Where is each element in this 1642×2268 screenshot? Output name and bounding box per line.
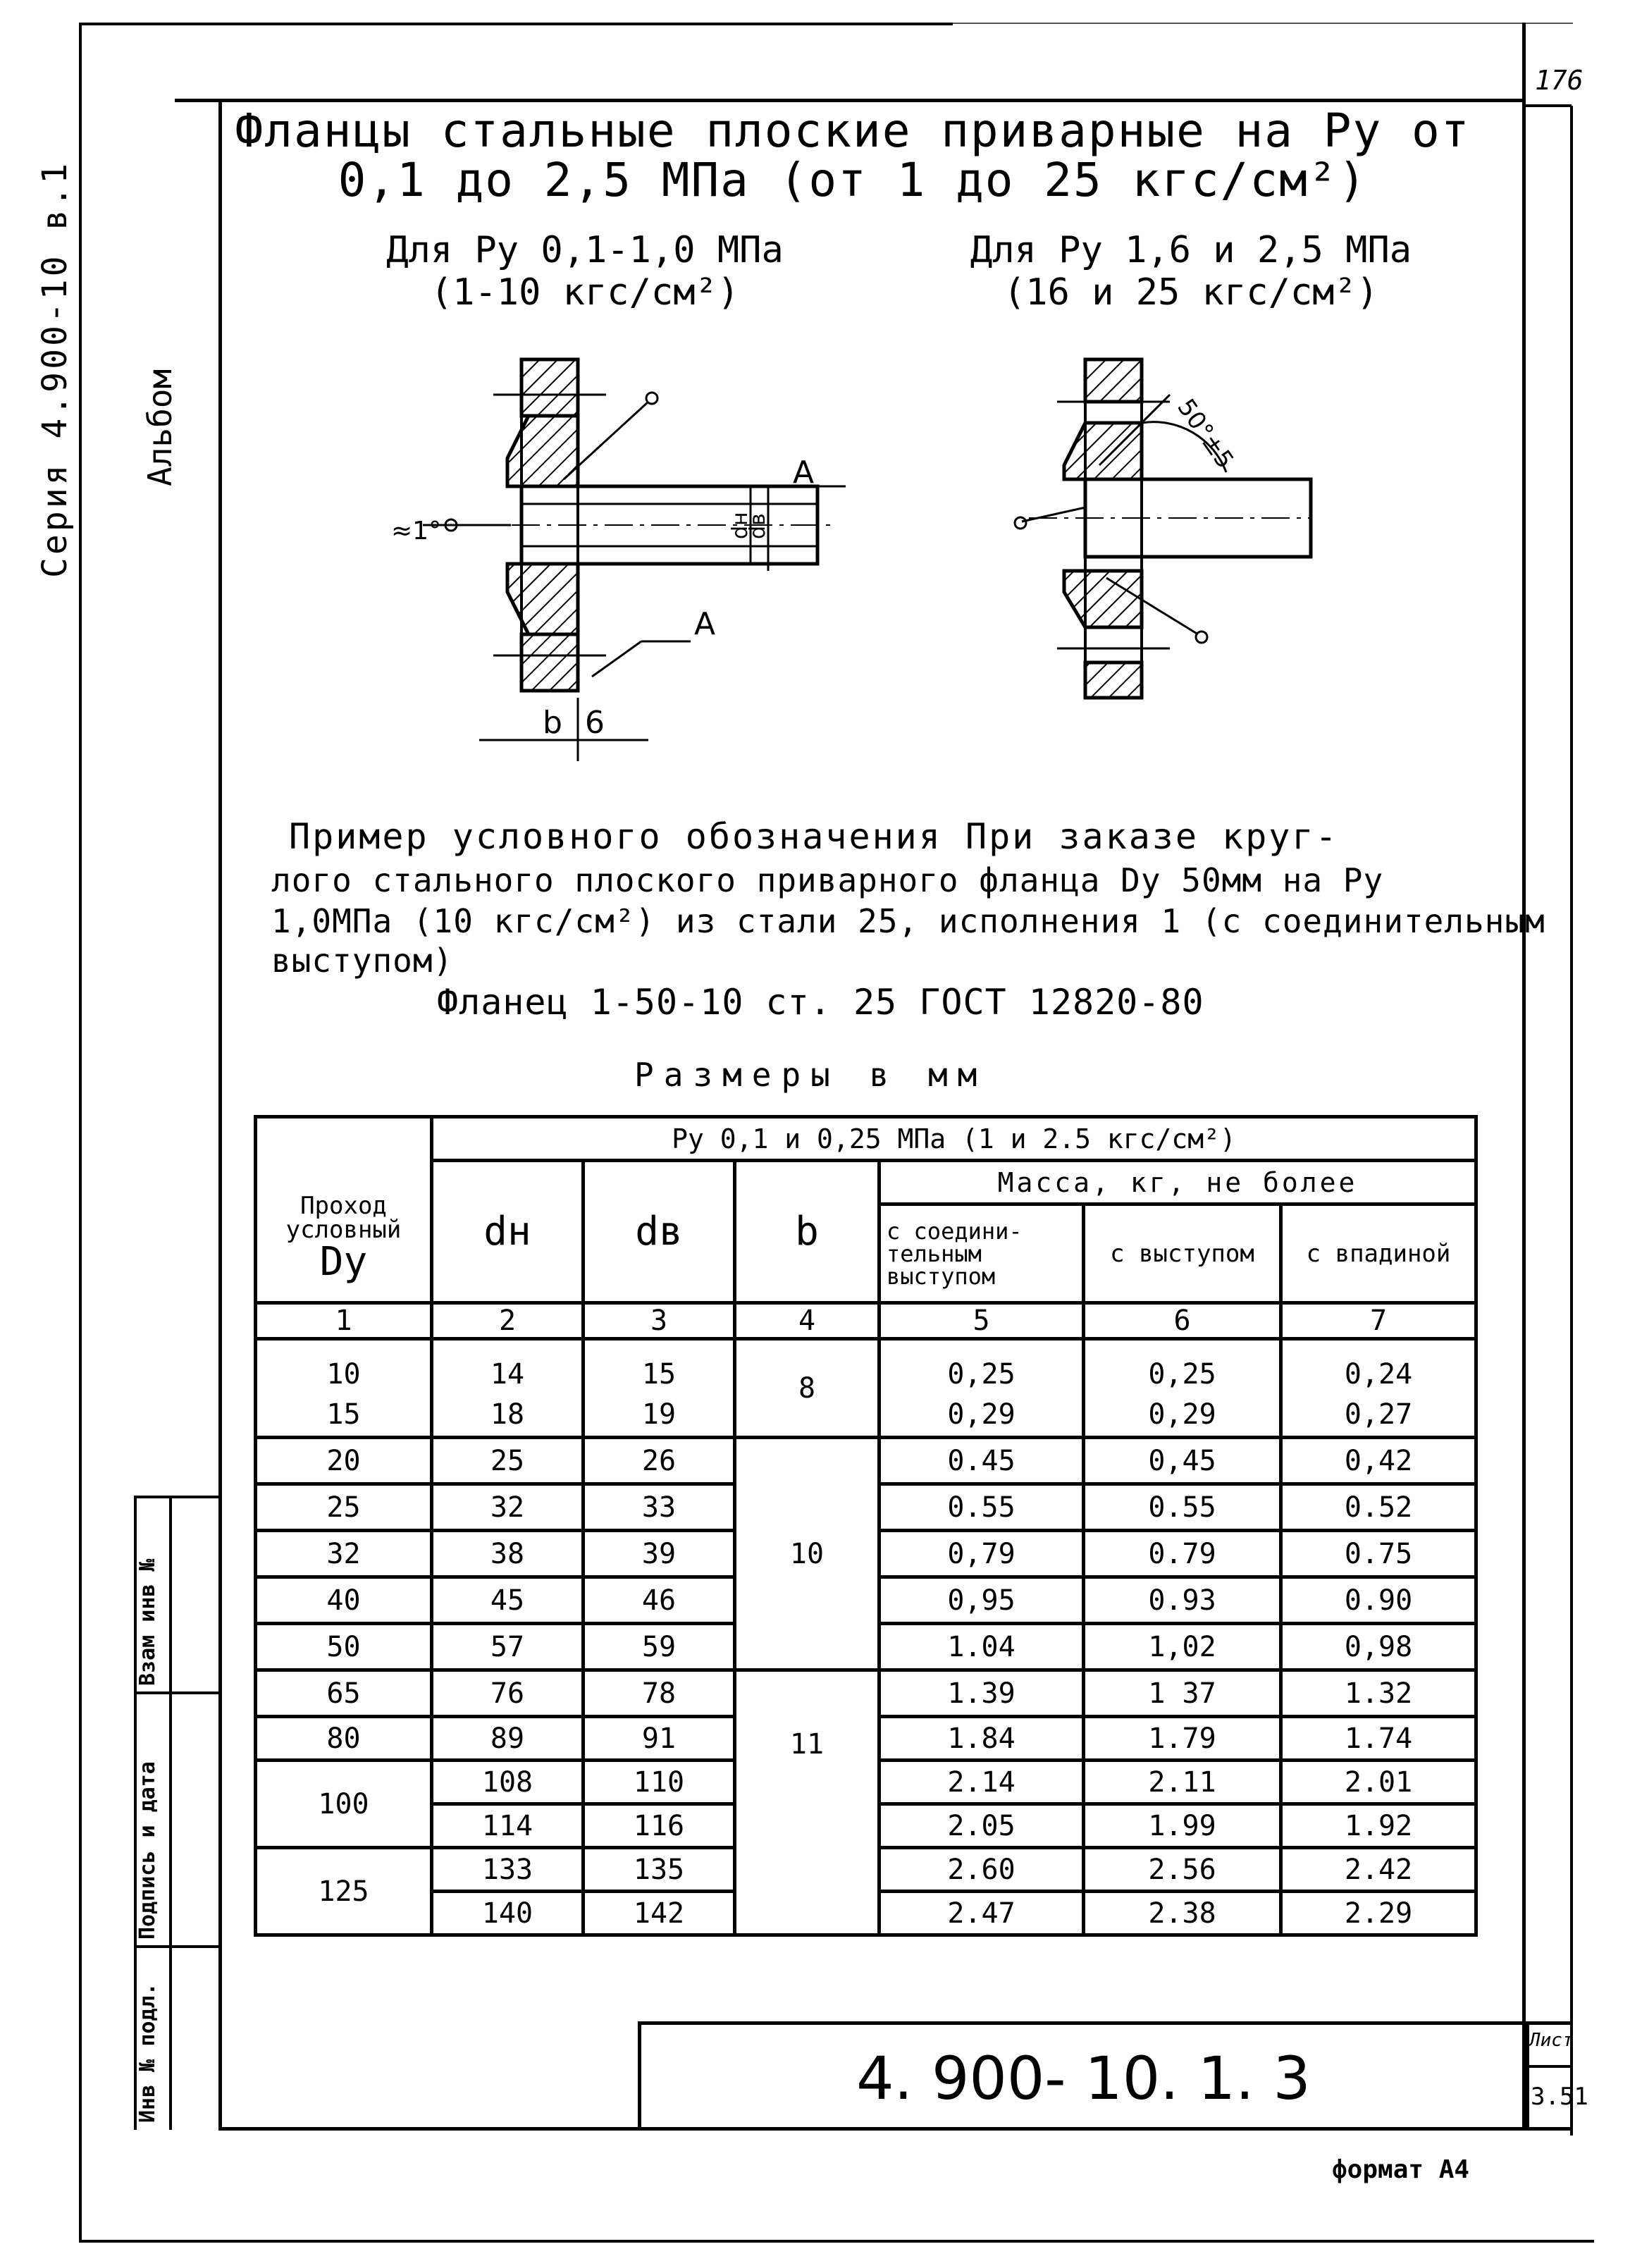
cell-dv: 39 [584,1531,735,1577]
cell-dn: 32 [432,1484,584,1531]
cell-dv: 59 [584,1624,735,1670]
cell-m1: 0,79 [879,1531,1084,1577]
cell-dv: 15 [584,1339,735,1394]
cell-m1: 2.14 [879,1761,1084,1804]
label-6: 6 [585,705,605,741]
cell-m1: 2.60 [879,1848,1084,1892]
cell-m3: 1.92 [1281,1804,1476,1848]
cell-m3: 0,42 [1281,1438,1476,1484]
titleblock-list-sep [1526,2065,1572,2068]
cell-dv: 110 [584,1761,735,1804]
cell-dv: 26 [584,1438,735,1484]
example-line4: выступом) [271,942,454,980]
cell-m2: 2.38 [1084,1892,1281,1935]
cell-m1: 0,25 [879,1339,1084,1394]
cell-dy: 80 [256,1717,432,1761]
stamp-sep-2 [134,1945,218,1948]
left-flange-drawing [381,338,888,789]
cell-dn: 38 [432,1531,584,1577]
header-passage [256,1117,432,1303]
cell-dy: 15 [256,1394,432,1438]
header-dn: dн [432,1161,584,1303]
label-50-deg: 50°±5 [1171,393,1240,474]
inner-frame-top [175,99,1522,102]
cell-m2: 0,45 [1084,1438,1281,1484]
cell-m2: 2.11 [1084,1761,1281,1804]
example-designation: Фланец 1-50-10 ст. 25 ГОСТ 12820-80 [437,982,1204,1023]
cell-m3: 0,24 [1281,1339,1476,1394]
cell-m2: 0.55 [1084,1484,1281,1531]
example-line3: 1,0МПа (10 кгс/см²) из стали 25, исполнения 1 (с соединительным [271,902,1545,940]
title-line2: 0,1 до 2,5 МПа (от 1 до 25 кгс/см²) [338,153,1368,207]
cell-dv: 33 [584,1484,735,1531]
stamp-col-top [134,1496,218,1498]
label-angle: ≈1° [391,517,442,546]
format-label: формат А4 [1332,2155,1470,2184]
cell-m3: 0.90 [1281,1577,1476,1624]
sizes-table [254,1115,1478,1937]
frame-top-right [953,23,1573,24]
cell-dv: 46 [584,1577,735,1624]
frame-left [79,23,82,2243]
titleblock-top [638,2021,1572,2025]
cell-m2: 0.79 [1084,1531,1281,1577]
cell-dy: 65 [256,1670,432,1717]
cell-m2: 0.93 [1084,1577,1281,1624]
inner-frame-right [1522,23,1526,2130]
right-figure-caption-2: (16 и 25 кгс/см²) [1003,271,1379,314]
page-number-underline [1526,104,1572,107]
cell-m1: 0.55 [879,1484,1084,1531]
cell-m2: 1,02 [1084,1624,1281,1670]
cell-dn: 108 [432,1761,584,1804]
cell-m2: 2.56 [1084,1848,1281,1892]
cell-dy: 10 [256,1339,432,1394]
col-num-6: 6 [1084,1303,1281,1339]
cell-m1: 1.04 [879,1624,1084,1670]
col-num-5: 5 [879,1303,1084,1339]
cell-m3: 1.74 [1281,1717,1476,1761]
cell-m2: 0,25 [1084,1339,1281,1394]
cell-m1: 0,29 [879,1394,1084,1438]
title-line1: Фланцы стальные плоские приварные на Ру от [235,104,1471,158]
header-mass-1: с соедини-тельным выступом [879,1204,1084,1303]
cell-dn: 18 [432,1394,584,1438]
inner-frame-left [218,99,222,2128]
table-row [256,1670,1476,1717]
header-b: b [735,1161,879,1303]
header-passage-label: Проход условный [285,1191,402,1244]
cell-dy: 125 [256,1848,432,1935]
frame-bottom [79,2240,1594,2243]
left-figure-caption-2: (1-10 кгс/см²) [430,271,740,314]
header-dy: Dy [319,1238,368,1285]
header-mass-3: с впадиной [1281,1204,1476,1303]
right-figure-caption-1: Для Ру 1,6 и 2,5 МПа [970,229,1412,271]
header-dv: dв [584,1161,735,1303]
table-row [256,1339,1476,1394]
cell-m2: 1.79 [1084,1717,1281,1761]
stamp-podpis: Подпись и дата [135,1761,160,1940]
cell-dv: 116 [584,1804,735,1848]
album-label: Альбом [141,369,179,486]
list-label: Лист [1529,2030,1574,2051]
cell-m1: 1.84 [879,1717,1084,1761]
header-mass-2: с выступом [1084,1204,1281,1303]
cell-m2: 1 37 [1084,1670,1281,1717]
cell-dn: 89 [432,1717,584,1761]
cell-b: 10 [735,1438,879,1670]
cell-dn: 76 [432,1670,584,1717]
cell-dy: 100 [256,1761,432,1848]
cell-dv: 91 [584,1717,735,1761]
cell-dn: 133 [432,1848,584,1892]
example-line2: лого стального плоского приварного фланца Dy 50мм на Ру [271,861,1384,899]
stamp-inv-podl: Инв № подл. [135,1983,160,2123]
cell-b: 11 [735,1670,879,1935]
col-num-2: 2 [432,1303,584,1339]
label-dn: dн [728,512,753,539]
example-line1: Пример условного обозначения При заказе круг- [289,816,1339,857]
right-flange-drawing [1001,338,1325,719]
cell-m1: 1.39 [879,1670,1084,1717]
col-num-7: 7 [1281,1303,1476,1339]
frame-top [79,23,953,25]
cell-m3: 1.32 [1281,1670,1476,1717]
table-row [256,1438,1476,1484]
cell-m3: 2.42 [1281,1848,1476,1892]
cell-dy: 40 [256,1577,432,1624]
col-num-4: 4 [735,1303,879,1339]
stamp-col-mid [169,1496,172,2130]
cell-dn: 57 [432,1624,584,1670]
list-value: 3.51 [1531,2083,1588,2111]
cell-dv: 135 [584,1848,735,1892]
stamp-sep-1 [134,1691,218,1694]
cell-dn: 140 [432,1892,584,1935]
cell-m1: 2.05 [879,1804,1084,1848]
cell-m2: 0,29 [1084,1394,1281,1438]
cell-b: 8 [735,1339,879,1438]
frame-right [1570,106,1573,2136]
cell-m1: 2.47 [879,1892,1084,1935]
document-number: 4. 900- 10. 1. 3 [856,2044,1311,2113]
cell-m3: 0,98 [1281,1624,1476,1670]
cell-dv: 142 [584,1892,735,1935]
label-b: b [543,705,562,741]
inner-frame-bottom [218,2127,1572,2131]
cell-dn: 14 [432,1339,584,1394]
series-label: Серия 4.900-10 в.1 [35,160,75,578]
label-dv: dв [746,513,770,539]
col-num-1: 1 [256,1303,432,1339]
header-mass: Масса, кг, не более [879,1161,1476,1204]
label-a-bottom: А [694,606,716,642]
table-caption: Размеры в мм [634,1056,987,1094]
cell-m3: 0.75 [1281,1531,1476,1577]
page-number: 176 [1535,65,1584,96]
left-figure-caption-1: Для Ру 0,1-1,0 МПа [386,229,784,271]
cell-m1: 0,95 [879,1577,1084,1624]
cell-dv: 19 [584,1394,735,1438]
cell-m3: 0.52 [1281,1484,1476,1531]
header-pressure: Ру 0,1 и 0,25 МПа (1 и 2.5 кгс/см²) [432,1117,1476,1161]
cell-m3: 2.01 [1281,1761,1476,1804]
cell-m3: 2.29 [1281,1892,1476,1935]
cell-m1: 0.45 [879,1438,1084,1484]
cell-dy: 25 [256,1484,432,1531]
cell-m3: 0,27 [1281,1394,1476,1438]
cell-dn: 25 [432,1438,584,1484]
cell-dv: 78 [584,1670,735,1717]
col-num-3: 3 [584,1303,735,1339]
label-a-top: А [793,455,815,491]
cell-dy: 20 [256,1438,432,1484]
cell-m2: 1.99 [1084,1804,1281,1848]
cell-dy: 50 [256,1624,432,1670]
stamp-vzam: Взам инв № [135,1558,160,1686]
cell-dn: 45 [432,1577,584,1624]
column-number-row [256,1303,1476,1339]
cell-dy: 32 [256,1531,432,1577]
cell-dn: 114 [432,1804,584,1848]
